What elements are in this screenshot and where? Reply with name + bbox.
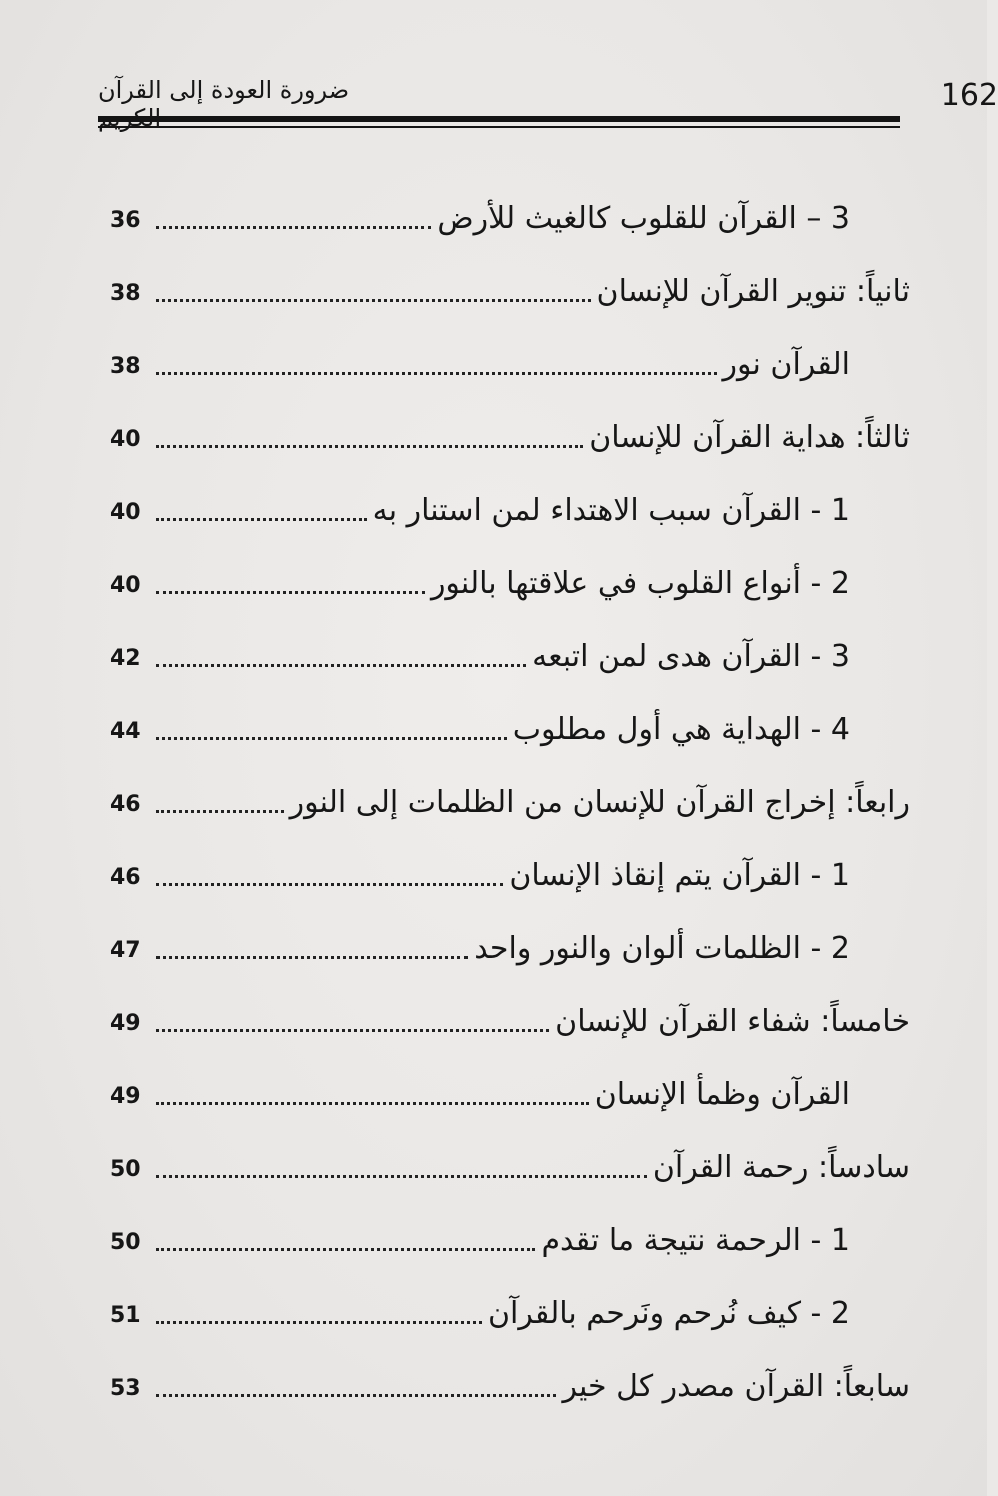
toc-entry-page: 36: [110, 208, 141, 233]
toc-entry: [110, 182, 910, 255]
toc-entry: [110, 620, 910, 693]
toc-dot-leader: [156, 1248, 535, 1251]
toc-dot-leader: [156, 1321, 482, 1324]
toc-entry: [110, 474, 910, 547]
toc-entry-page: 40: [110, 427, 141, 452]
toc-entry-page: 40: [110, 573, 141, 598]
toc-entry-title: خامساً: شفاء القرآن للإنسان: [555, 1004, 910, 1039]
toc-entry-title: 1 - الرحمة نتيجة ما تقدم: [541, 1223, 850, 1258]
toc-entry-page: 53: [110, 1376, 141, 1401]
toc-entry: [110, 912, 910, 985]
page-header: [98, 70, 998, 113]
toc-dot-leader: [156, 299, 591, 302]
toc-dot-leader: [156, 1029, 549, 1032]
toc-entry: [110, 1131, 910, 1204]
toc-entry-page: 46: [110, 792, 141, 817]
toc-entry-page: 49: [110, 1011, 141, 1036]
toc-entry-title: ثالثاً: هداية القرآن للإنسان: [589, 420, 910, 455]
toc-entry: [110, 255, 910, 328]
toc-entry-title: 3 - القرآن هدى لمن اتبعه: [532, 639, 850, 674]
toc-entry-page: 46: [110, 865, 141, 890]
toc-entry-page: 47: [110, 938, 141, 963]
toc-entry-page: 51: [110, 1303, 141, 1328]
toc-dot-leader: [156, 737, 507, 740]
toc-entry: [110, 547, 910, 620]
toc-entry-title: رابعاً: إخراج القرآن للإنسان من الظلمات إلى النور: [289, 785, 910, 820]
toc-entry-title: 2 - أنواع القلوب في علاقتها بالنور: [430, 566, 850, 601]
toc-entry: [110, 328, 910, 401]
toc-entry-page: 42: [110, 646, 141, 671]
toc-dot-leader: [156, 226, 431, 229]
toc-dot-leader: [156, 372, 717, 375]
toc-entry-title: 1 - القرآن يتم إنقاذ الإنسان: [509, 858, 850, 893]
toc-dot-leader: [156, 1175, 647, 1178]
toc-dot-leader: [156, 1102, 589, 1105]
toc-dot-leader: [156, 810, 284, 813]
toc-entry-page: 40: [110, 500, 141, 525]
toc-entry-page: 50: [110, 1157, 141, 1182]
toc-dot-leader: [156, 1394, 556, 1397]
header-rule-thin: [98, 126, 900, 128]
toc-entry-page: 38: [110, 281, 141, 306]
toc-entry-title: سابعاً: القرآن مصدر كل خير: [562, 1369, 910, 1404]
toc-entry-title: 1 - القرآن سبب الاهتداء لمن استنار به: [372, 493, 850, 528]
toc-entry-title: 2 - كيف نُرحم ونَرحم بالقرآن: [487, 1296, 850, 1331]
toc-dot-leader: [156, 883, 503, 886]
toc-entry-page: 38: [110, 354, 141, 379]
running-title: ضرورة العودة إلى القرآن: [98, 76, 350, 104]
toc-dot-leader: [156, 445, 583, 448]
page-number: 162: [940, 78, 998, 113]
toc-entry: [110, 401, 910, 474]
toc-entry-title: 3 – القرآن للقلوب كالغيث للأرض: [437, 201, 850, 236]
header-rule-thick: [98, 116, 900, 122]
toc-dot-leader: [156, 664, 526, 667]
toc-entry: [110, 766, 910, 839]
toc-entry: [110, 985, 910, 1058]
toc-entry-title: ثانياً: تنوير القرآن للإنسان: [596, 274, 910, 309]
toc-entry: [110, 1058, 910, 1131]
toc-entry-title: سادساً: رحمة القرآن: [652, 1150, 910, 1185]
table-of-contents: [110, 182, 910, 1423]
toc-dot-leader: [156, 591, 425, 594]
toc-entry-title: القرآن نور: [722, 347, 850, 382]
toc-entry-page: 44: [110, 719, 141, 744]
toc-entry: [110, 1350, 910, 1423]
toc-entry-title: 4 - الهداية هي أول مطلوب: [512, 712, 850, 747]
toc-entry-title: 2 - الظلمات ألوان والنور واحد: [474, 931, 850, 966]
toc-entry: [110, 1204, 910, 1277]
toc-entry-title: القرآن وظمأ الإنسان: [594, 1077, 850, 1112]
toc-entry: [110, 1277, 910, 1350]
toc-entry-page: 50: [110, 1230, 141, 1255]
toc-dot-leader: [156, 518, 367, 521]
toc-dot-leader: [156, 956, 468, 959]
toc-entry: [110, 839, 910, 912]
toc-entry: [110, 693, 910, 766]
toc-entry-page: 49: [110, 1084, 141, 1109]
